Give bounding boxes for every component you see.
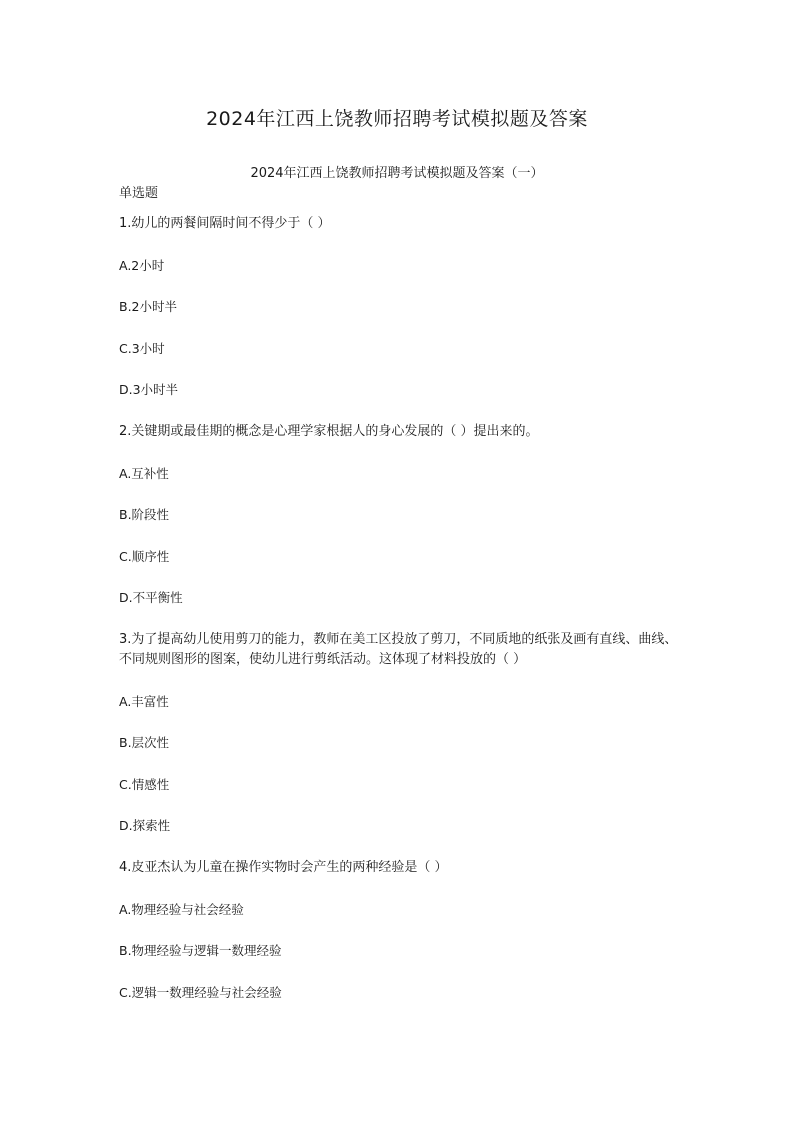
question-stem: 2.关键期或最佳期的概念是心理学家根据人的身心发展的（ ）提出来的。 xyxy=(119,423,539,439)
answer-option: C.顺序性 xyxy=(119,548,170,564)
answer-option: A.物理经验与社会经验 xyxy=(119,901,244,917)
answer-option: A.互补性 xyxy=(119,465,169,481)
answer-option: B.层次性 xyxy=(119,735,170,751)
question-stem: 3.为了提高幼儿使用剪刀的能力，教师在美工区投放了剪刀，不同质地的纸张及画有直线、曲线、不同规则图形的图案，使幼儿进行剪纸活动。这体现了材料投放的（ ） xyxy=(119,631,678,667)
answer-option: C.情感性 xyxy=(119,776,170,792)
answer-option: A.2小时 xyxy=(119,257,165,273)
answer-option: D.探索性 xyxy=(119,818,171,834)
question-list xyxy=(119,214,679,1024)
document-subtitle: 2024年江西上饶教师招聘考试模拟题及答案（一） xyxy=(250,166,544,181)
section-heading: 单选题 xyxy=(119,186,159,201)
answer-option: C.逻辑一数理经验与社会经验 xyxy=(119,984,282,1000)
document-title: 2024年江西上饶教师招聘考试模拟题及答案 xyxy=(206,108,588,130)
answer-option: D.3小时半 xyxy=(119,382,179,398)
answer-option: D.不平衡性 xyxy=(119,590,183,606)
answer-option: C.3小时 xyxy=(119,340,165,356)
answer-option: A.丰富性 xyxy=(119,693,169,709)
question-stem: 4.皮亚杰认为儿童在操作实物时会产生的两种经验是（ ） xyxy=(119,859,448,875)
question-stem: 1.幼儿的两餐间隔时间不得少于（ ） xyxy=(119,216,331,231)
answer-option: B.阶段性 xyxy=(119,507,170,523)
answer-option: B.物理经验与逻辑一数理经验 xyxy=(119,943,282,959)
answer-option: B.2小时半 xyxy=(119,299,178,315)
